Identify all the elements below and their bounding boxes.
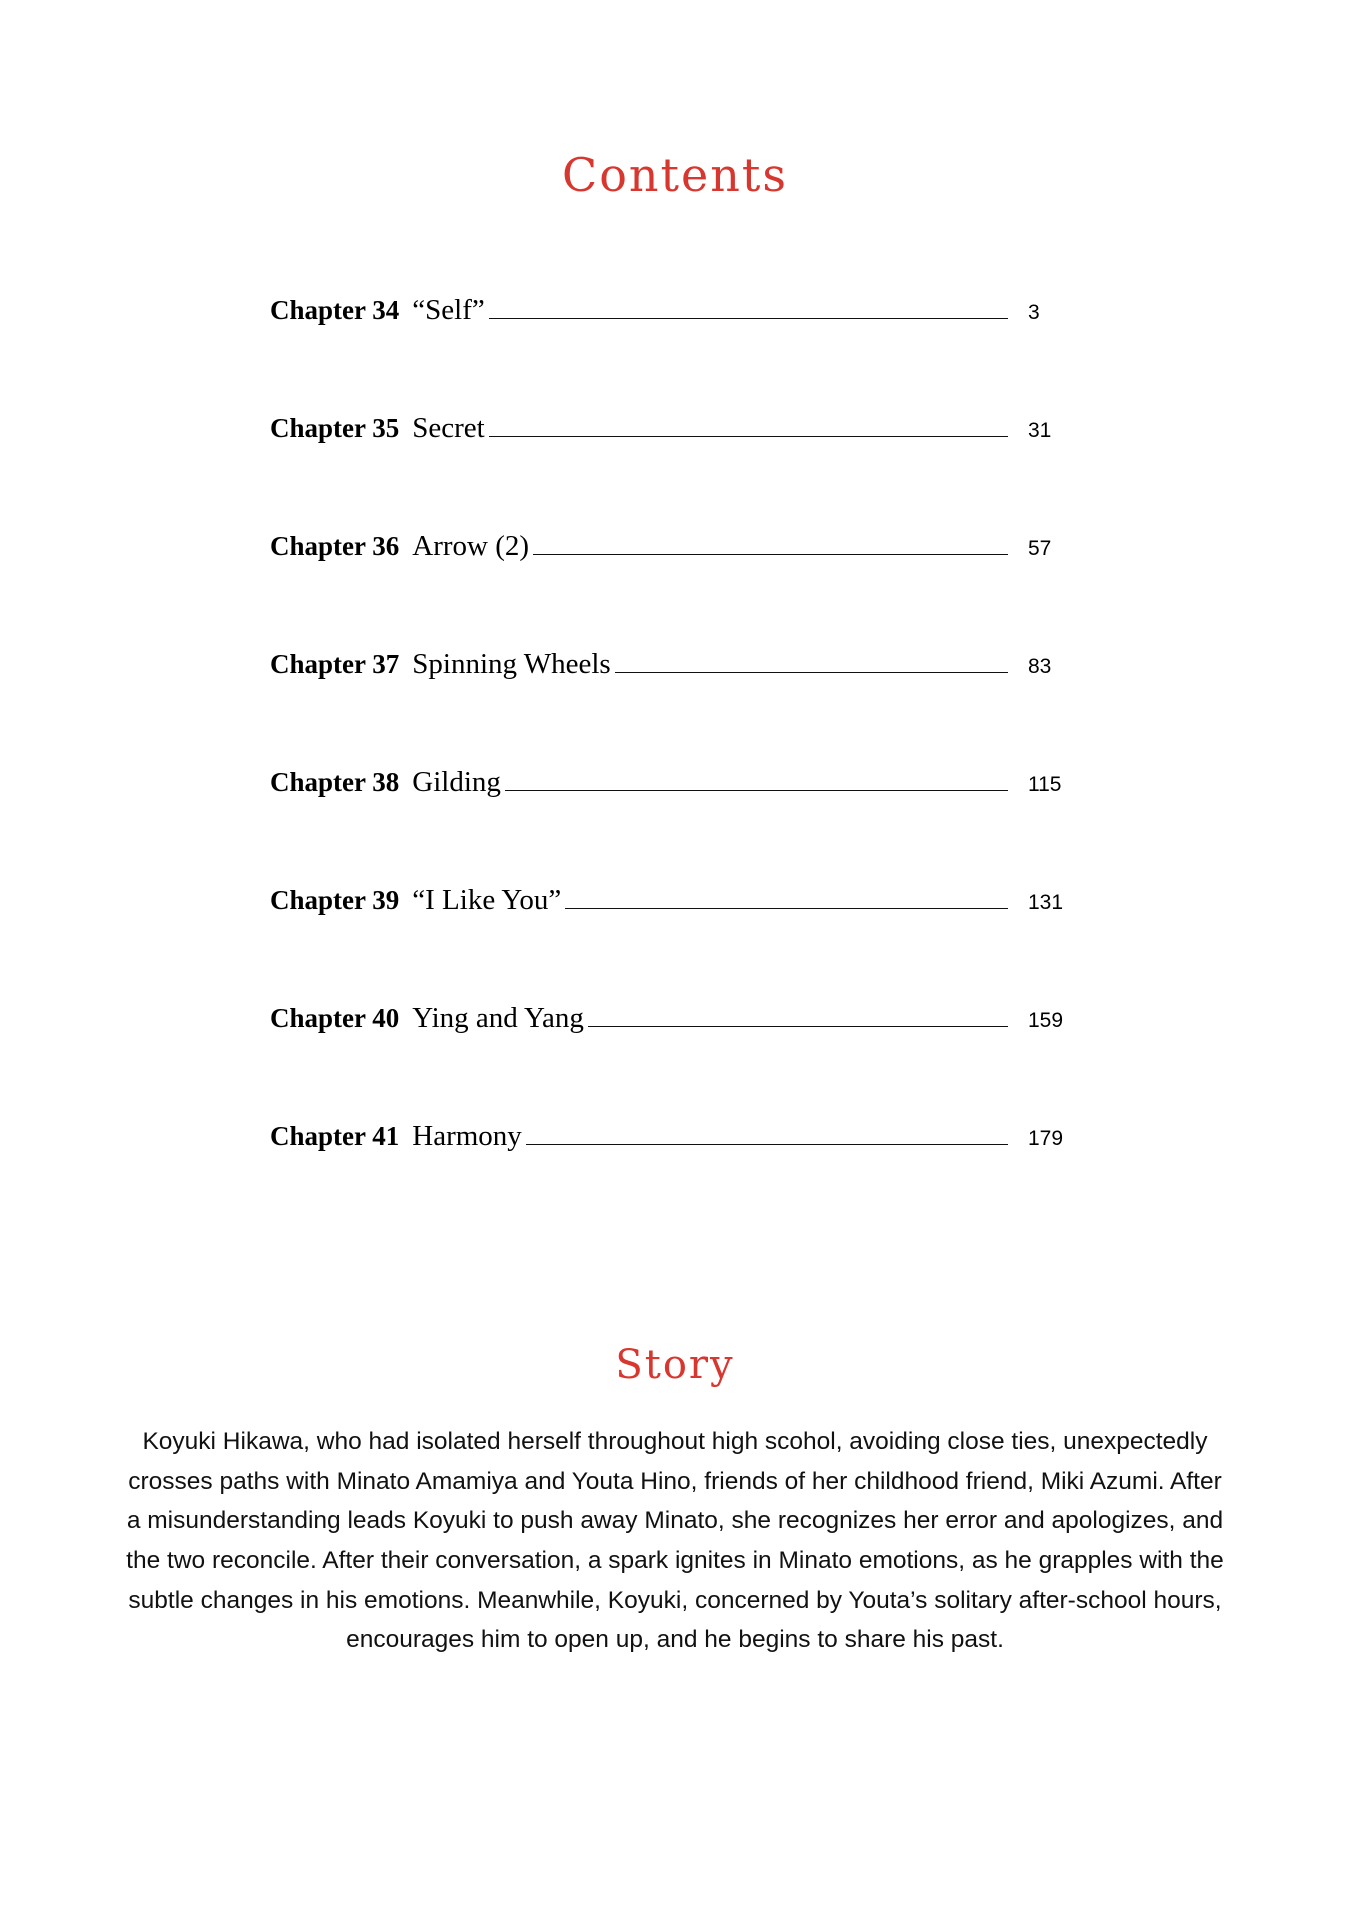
- toc-leader-line: [615, 672, 1008, 673]
- toc-page-number: 31: [1028, 419, 1052, 442]
- story-summary-text: Koyuki Hikawa, who had isolated herself throughout high scohol, avoiding close ties, unexpectedly crosses paths with Minato Amamiya and Youta Hino, friends of her childhood friend, Miki Azumi. After a misunderstanding leads Koyuki to push away Minato, she recognizes her error and apologizes, and the two reconcile. After their conversation, a spark ignites in Minato emotions, as he grapples with the subtle changes in his emotions. Meanwhile, Koyuki, concerned by Youta’s solitary after-school hours, encourages him to open up, and he begins to share his past.: [126, 1428, 1224, 1654]
- toc-chapter-number: Chapter 35: [270, 413, 400, 443]
- toc-leader-line: [565, 908, 1008, 909]
- toc-chapter-title: Spinning Wheels: [412, 648, 611, 680]
- toc-chapter-title: Gilding: [412, 766, 501, 798]
- toc-chapter-title: Ying and Yang: [412, 1002, 584, 1034]
- toc-leader-line: [489, 318, 1008, 319]
- toc-chapter-number: Chapter 39: [270, 885, 400, 915]
- toc-chapter-number: Chapter 37: [270, 649, 400, 679]
- toc-chapter-title: Secret: [412, 412, 485, 444]
- toc-chapter-number: Chapter 38: [270, 767, 400, 797]
- toc-chapter-number: Chapter 34: [270, 295, 400, 325]
- toc-entry[interactable]: [270, 884, 1080, 1002]
- toc-chapter-title: “I Like You”: [412, 884, 562, 916]
- toc-leader-line: [533, 554, 1008, 555]
- toc-entry[interactable]: [270, 1120, 1080, 1238]
- toc-leader-line: [505, 790, 1008, 791]
- toc-page-number: 115: [1028, 773, 1062, 796]
- toc-page-number: 3: [1028, 301, 1040, 324]
- toc-leader-line: [526, 1144, 1008, 1145]
- toc-page-number: 179: [1028, 1127, 1064, 1150]
- toc-chapter-number: Chapter 36: [270, 531, 400, 561]
- page-title-contents: Contents: [562, 148, 788, 202]
- section-title-story: Story: [615, 1342, 735, 1388]
- toc-page-number: 159: [1028, 1009, 1064, 1032]
- toc-page-number: 57: [1028, 537, 1052, 560]
- toc-chapter-title: Harmony: [412, 1120, 522, 1152]
- toc-entry[interactable]: [270, 412, 1080, 530]
- toc-leader-line: [588, 1026, 1008, 1027]
- toc-chapter-number: Chapter 40: [270, 1003, 400, 1033]
- table-of-contents-list: [270, 294, 1080, 1238]
- toc-page-number: 131: [1028, 891, 1064, 914]
- toc-leader-line: [489, 436, 1008, 437]
- toc-chapter-title: “Self”: [412, 294, 485, 326]
- toc-entry[interactable]: [270, 766, 1080, 884]
- toc-entry[interactable]: [270, 294, 1080, 412]
- toc-entry[interactable]: [270, 530, 1080, 648]
- toc-entry[interactable]: [270, 1002, 1080, 1120]
- toc-entry[interactable]: [270, 648, 1080, 766]
- toc-chapter-number: Chapter 41: [270, 1121, 400, 1151]
- toc-page-number: 83: [1028, 655, 1052, 678]
- toc-chapter-title: Arrow (2): [412, 530, 530, 562]
